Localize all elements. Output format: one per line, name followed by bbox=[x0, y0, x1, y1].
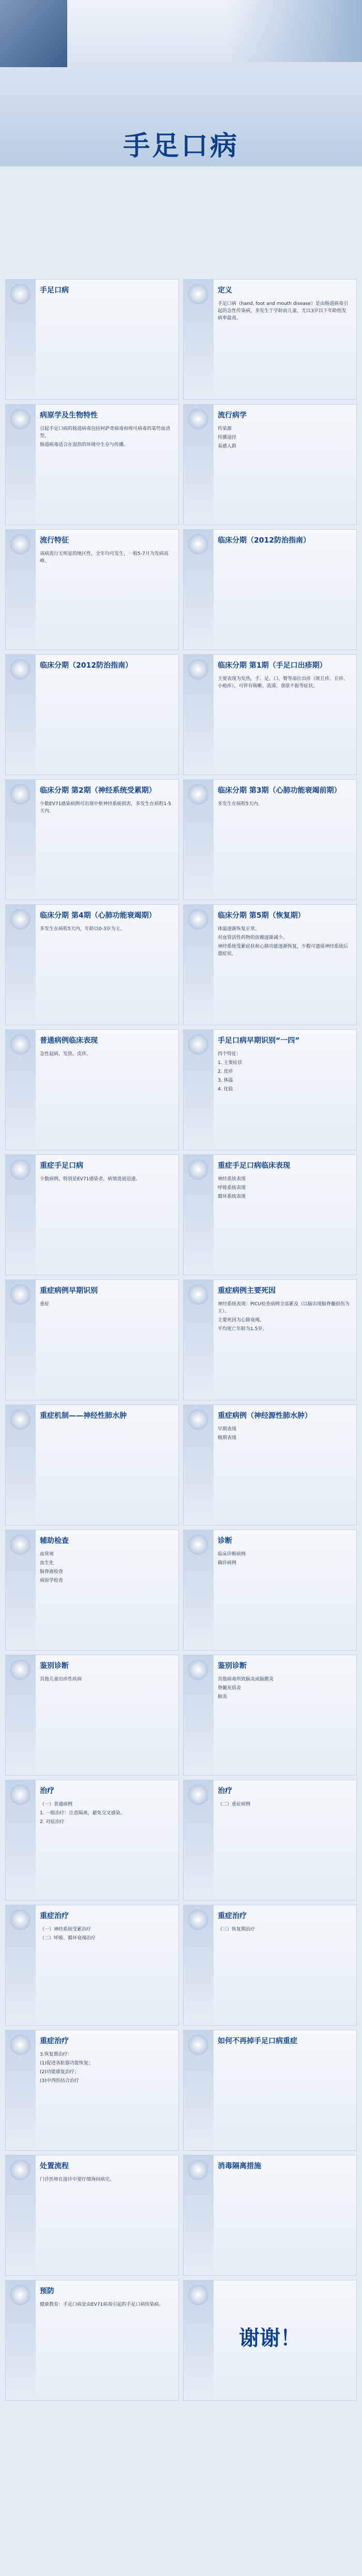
slide-title: 治疗 bbox=[40, 1787, 54, 1795]
slide-line: 血常规 bbox=[40, 1552, 54, 1557]
slide-title: 重症病例（神经源性肺水肿） bbox=[218, 1412, 312, 1420]
slide-thumbnail bbox=[5, 279, 179, 400]
slide-row bbox=[5, 1905, 357, 2026]
slide-body bbox=[40, 2301, 172, 2395]
slide-decor bbox=[184, 530, 214, 650]
slide-row bbox=[5, 404, 357, 525]
slide-title: 手足口病早期识别“一四” bbox=[218, 1037, 300, 1045]
slide-body bbox=[218, 1801, 350, 1895]
slide-body bbox=[40, 1301, 172, 1395]
slide-title: 诊断 bbox=[218, 1537, 232, 1545]
slide-body bbox=[218, 925, 350, 1020]
slide-line: 门诊医师在接诊中要仔细询问病史。 bbox=[40, 2177, 115, 2182]
slide-line: 主要死因为心肺衰竭。 bbox=[218, 1318, 265, 1323]
slide-line: (2)功能康复治疗； bbox=[40, 2070, 79, 2075]
slide-line: (3)中西医结合治疗 bbox=[40, 2078, 79, 2084]
slide-line: 四个特征： bbox=[218, 1052, 242, 1057]
slide-thumbnail bbox=[183, 904, 357, 1025]
slide-row bbox=[5, 1655, 357, 1776]
slide-line: 循环系统表现 bbox=[218, 1194, 246, 1199]
slide-thumbnail bbox=[5, 529, 179, 650]
slide-line: 该病流行无明显的地区性，全年均可发生，一般5-7月为发病高峰。 bbox=[40, 551, 169, 564]
slide-line: 传播途径 bbox=[218, 435, 237, 440]
slide-line: 呼吸系统表现 bbox=[218, 1185, 246, 1191]
slide-thumbnail bbox=[183, 1905, 357, 2026]
slide-thumbnail bbox=[183, 2155, 357, 2276]
slide-decor bbox=[184, 1280, 214, 1400]
slide-row bbox=[5, 1279, 357, 1400]
slide-decor bbox=[184, 1030, 214, 1150]
slide-row bbox=[5, 279, 357, 400]
slide-thumbnail bbox=[5, 1780, 179, 1901]
slide-decor bbox=[184, 405, 214, 525]
slide-title: 临床分期 第2期（神经系统受累期） bbox=[40, 786, 156, 795]
slide-line: 神经系统受累症状和心肺功能逐渐恢复，少数可遗留神经系统后遗症状。 bbox=[218, 944, 349, 957]
slide-decor bbox=[6, 1530, 36, 1651]
slide-decor bbox=[184, 1530, 214, 1651]
slide-line: 引起手足口病的肠道病毒包括柯萨奇病毒和埃可病毒的某些血清型。 bbox=[40, 426, 171, 439]
slide-decor bbox=[6, 280, 36, 400]
slide-thumbnail bbox=[5, 1905, 179, 2026]
slide-body bbox=[218, 675, 350, 769]
slide-body bbox=[218, 550, 350, 644]
slide-line: 传染源 bbox=[218, 426, 232, 431]
slide-body bbox=[40, 1551, 172, 1645]
slide-line: 少数EV71感染病例可出现中枢神经系统损害，多发生在病程1-5天内。 bbox=[40, 801, 171, 814]
slide-thumbnail bbox=[183, 1405, 357, 1525]
slide-decor bbox=[6, 780, 36, 900]
slide-thumbnail bbox=[5, 1279, 179, 1400]
slide-title: 定义 bbox=[218, 286, 232, 295]
slide-thumbnail bbox=[183, 779, 357, 900]
slide-line: 脑脊液检查 bbox=[40, 1569, 64, 1575]
slide-line: （三）恢复期治疗 bbox=[218, 1927, 255, 1932]
slide-title: 预防 bbox=[40, 2287, 54, 2295]
cover-decor bbox=[228, 0, 362, 62]
slide-title: 临床分期 第3期（心肺功能衰竭前期） bbox=[218, 786, 341, 795]
slide-body bbox=[218, 1676, 350, 1770]
slide-thumbnail bbox=[5, 1655, 179, 1776]
slide-grid bbox=[5, 279, 357, 2405]
slide-decor bbox=[6, 2155, 36, 2276]
slide-decor bbox=[6, 1030, 36, 1150]
slide-line: （一）普通病例 bbox=[40, 1802, 73, 1807]
slide-title: 临床分期 第1期（手足口出疹期） bbox=[218, 661, 327, 670]
slide-decor bbox=[184, 1905, 214, 2026]
slide-body bbox=[40, 550, 172, 644]
slide-title: 重症手足口病 bbox=[40, 1162, 83, 1170]
slide-body bbox=[218, 800, 350, 894]
slide-decor bbox=[184, 1655, 214, 1776]
slide-thumbnail bbox=[183, 654, 357, 775]
slide-line: 神经系统表现：PICU检查病例全部累及（以脑出现脑脊髓损伤为主）。 bbox=[218, 1302, 350, 1314]
slide-title: 临床分期 第5期（恢复期） bbox=[218, 912, 305, 920]
slide-line: (1)促进各脏器功能恢复； bbox=[40, 2061, 93, 2066]
slide-row bbox=[5, 529, 357, 650]
slide-body bbox=[40, 425, 172, 519]
slide-row bbox=[5, 1780, 357, 1901]
slide-thumbnail bbox=[5, 1029, 179, 1150]
slide-title: 重症治疗 bbox=[40, 1912, 69, 1920]
slide-line: 体温逐渐恢复正常。 bbox=[218, 927, 260, 932]
slide-body bbox=[218, 300, 350, 394]
slide-decor bbox=[184, 1405, 214, 1525]
slide-title: 如何不再掉手足口病重症 bbox=[218, 2037, 297, 2045]
slide-decor bbox=[184, 1155, 214, 1275]
slide-line: 3. 体温 bbox=[218, 1078, 233, 1083]
slide-decor bbox=[184, 1780, 214, 1901]
slide-line: 多发生在病程5天内，年龄以0-3岁为主。 bbox=[40, 927, 125, 932]
slide-decor bbox=[6, 1155, 36, 1275]
slide-title: 治疗 bbox=[218, 1787, 232, 1795]
slide-line: 健康教育：手足口病是由EV71病毒引起的手足口病传染病。 bbox=[40, 2302, 164, 2307]
slide-row bbox=[5, 1029, 357, 1150]
slide-decor bbox=[184, 280, 214, 400]
slide-thumbnail bbox=[5, 654, 179, 775]
slide-line: 4. 化验 bbox=[218, 1087, 233, 1092]
slide-title: 临床分期（2012防治指南） bbox=[218, 536, 310, 545]
slide-line: 易感人群 bbox=[218, 444, 237, 449]
slide-row bbox=[5, 1405, 357, 1525]
slide-body bbox=[40, 1051, 172, 1145]
slide-title: 重症机制——神经性肺水肿 bbox=[40, 1412, 127, 1420]
slide-line: 临床诊断病例 bbox=[218, 1552, 246, 1557]
slide-body bbox=[40, 1926, 172, 2020]
slide-line: 3.恢复期治疗： bbox=[40, 2052, 72, 2057]
cover-banner bbox=[0, 0, 67, 67]
slide-thumbnail bbox=[183, 404, 357, 525]
slide-decor bbox=[184, 2155, 214, 2276]
slide-thumbnail bbox=[5, 2030, 179, 2151]
slide-thumbnail bbox=[183, 1279, 357, 1400]
slide-title: 重症治疗 bbox=[218, 1912, 247, 1920]
slide-decor bbox=[6, 1905, 36, 2026]
slide-decor bbox=[6, 1655, 36, 1776]
slide-title: 临床分期 第4期（心肺功能衰竭期） bbox=[40, 912, 156, 920]
slide-decor bbox=[184, 655, 214, 775]
slide-title: 重症治疗 bbox=[40, 2037, 69, 2045]
slide-row bbox=[5, 904, 357, 1025]
slide-title: 重症病例早期识别 bbox=[40, 1287, 98, 1295]
slide-thumbnail bbox=[5, 779, 179, 900]
slide-body bbox=[218, 2176, 350, 2270]
slide-line: 手足口病（hand, foot and mouth disease）是由肠道病毒引起的急性传染病，多发生于学龄前儿童，尤以3岁以下年龄组发病率最高。 bbox=[218, 301, 348, 321]
slide-title: 辅助检查 bbox=[40, 1537, 69, 1545]
slide-row bbox=[5, 1530, 357, 1651]
slide-line: 神经系统表现 bbox=[218, 1177, 246, 1182]
slide-row bbox=[5, 2155, 357, 2276]
page-title: 手足口病 bbox=[123, 131, 239, 162]
slide-thumbnail bbox=[5, 1530, 179, 1651]
slide-row bbox=[5, 654, 357, 775]
slide-thumbnail bbox=[183, 1655, 357, 1776]
slide-line: 血生化 bbox=[40, 1561, 54, 1566]
slide-thumbnail bbox=[183, 2030, 357, 2151]
slide-body bbox=[40, 300, 172, 394]
slide-decor bbox=[6, 2280, 36, 2401]
slide-body bbox=[40, 1426, 172, 1520]
slide-title: 重症手足口病临床表现 bbox=[218, 1162, 290, 1170]
slide-decor bbox=[6, 1280, 36, 1400]
slide-thumbnail bbox=[5, 2280, 179, 2401]
slide-decor bbox=[6, 1405, 36, 1525]
slide-body bbox=[218, 1551, 350, 1645]
slide-line: 肠道病毒适合在湿热的环境中生存与传播。 bbox=[40, 442, 129, 448]
slide-body bbox=[218, 1051, 350, 1145]
slide-decor bbox=[6, 1780, 36, 1901]
slide-line: 少数病例，特别是EV71感染者，病情进展迅速。 bbox=[40, 1177, 141, 1182]
slide-body bbox=[40, 800, 172, 894]
slide-line: 早期表现 bbox=[218, 1427, 237, 1432]
slide-row bbox=[5, 1154, 357, 1275]
slide-line: 主要表现为发热，手、足、口、臀等部位出疹（斑丘疹、丘疹、小疱疹），可伴有咳嗽、流涕、食欲不振等症状。 bbox=[218, 676, 349, 689]
slide-thumbnail bbox=[5, 2155, 179, 2276]
slide-line: 平均死亡年龄为1.5岁。 bbox=[218, 1326, 267, 1332]
slide-title: 流行特征 bbox=[40, 536, 69, 545]
slide-line: 脊髓灰质炎 bbox=[218, 1686, 242, 1691]
slide-thumbnail bbox=[183, 1154, 357, 1275]
slide-line: 急性起病，发热、皮疹。 bbox=[40, 1052, 92, 1057]
slide-row bbox=[5, 2280, 357, 2401]
slide-thumbnail bbox=[183, 279, 357, 400]
thanks-text: 谢谢！ bbox=[239, 2326, 301, 2350]
slide-thumbnail bbox=[5, 404, 179, 525]
slide-line: （二）重症病例 bbox=[218, 1802, 251, 1807]
slide-thumbnail bbox=[5, 904, 179, 1025]
slide-title: 普通病例临床表现 bbox=[40, 1037, 98, 1045]
slide-thumbnail bbox=[183, 1780, 357, 1901]
slide-body bbox=[218, 425, 350, 519]
slide-body bbox=[218, 1301, 350, 1395]
slide-body bbox=[40, 675, 172, 769]
slide-line: （一）神经系统受累治疗 bbox=[40, 1927, 92, 1932]
slide-line: （二）呼吸、循环衰竭治疗 bbox=[40, 1936, 96, 1941]
slide-thumbnail bbox=[183, 2280, 357, 2401]
slide-decor bbox=[184, 780, 214, 900]
slide-title: 鉴别诊断 bbox=[218, 1662, 247, 1670]
slide-decor bbox=[6, 2030, 36, 2151]
slide-line: 1. 主要症状 bbox=[218, 1060, 243, 1066]
slide-title: 重症病例主要死因 bbox=[218, 1287, 276, 1295]
slide-decor bbox=[6, 405, 36, 525]
slide-title: 鉴别诊断 bbox=[40, 1662, 69, 1670]
slide-decor bbox=[184, 2030, 214, 2151]
slide-line: 2. 对症治疗 bbox=[40, 1819, 65, 1825]
slide-line: 多发生在病程5天内。 bbox=[218, 801, 263, 807]
slide-decor bbox=[6, 905, 36, 1025]
slide-thumbnail bbox=[5, 1405, 179, 1525]
slide-line: 晚期表现 bbox=[218, 1436, 237, 1441]
slide-thumbnail bbox=[183, 1029, 357, 1150]
slide-body bbox=[40, 2051, 172, 2145]
slide-decor bbox=[6, 530, 36, 650]
slide-line: 病原学检查 bbox=[40, 1578, 64, 1583]
slide-row bbox=[5, 2030, 357, 2151]
slide-line: 确诊病例 bbox=[218, 1561, 237, 1566]
slide-body bbox=[40, 1676, 172, 1770]
slide-body bbox=[218, 1926, 350, 2020]
slide-line: 2. 皮疹 bbox=[218, 1069, 233, 1074]
slide-title: 手足口病 bbox=[40, 286, 69, 295]
slide-thumbnail bbox=[183, 1530, 357, 1651]
slide-thumbnail bbox=[183, 529, 357, 650]
slide-thumbnail bbox=[5, 1154, 179, 1275]
slide-body bbox=[40, 925, 172, 1020]
slide-body bbox=[218, 1426, 350, 1520]
slide-line: 其他病毒所致脑炎或脑膜炎 bbox=[218, 1677, 274, 1682]
slide-body bbox=[218, 1176, 350, 1270]
slide-body bbox=[40, 2176, 172, 2270]
slide-line: 对血管活性药物的依赖逐渐减少。 bbox=[218, 935, 288, 940]
slide-title: 临床分期（2012防治指南） bbox=[40, 661, 132, 670]
slide-title: 流行病学 bbox=[218, 411, 247, 420]
slide-body bbox=[40, 1176, 172, 1270]
slide-body bbox=[218, 2051, 350, 2145]
slide-line: 1. 一般治疗：注意隔离，避免交叉感染。 bbox=[40, 1811, 125, 1816]
slide-line: 其他儿童出疹性疾病 bbox=[40, 1677, 82, 1682]
slide-line: 重症 bbox=[40, 1302, 50, 1307]
slide-body bbox=[40, 1801, 172, 1895]
slide-title: 消毒隔离措施 bbox=[218, 2162, 261, 2170]
slide-line: 肺炎 bbox=[218, 1694, 228, 1700]
slide-row bbox=[5, 779, 357, 900]
slide-decor bbox=[6, 655, 36, 775]
slide-title: 处置流程 bbox=[40, 2162, 69, 2170]
slide-decor bbox=[184, 905, 214, 1025]
slide-title: 病原学及生物特性 bbox=[40, 411, 98, 420]
cover-slide bbox=[0, 0, 362, 166]
